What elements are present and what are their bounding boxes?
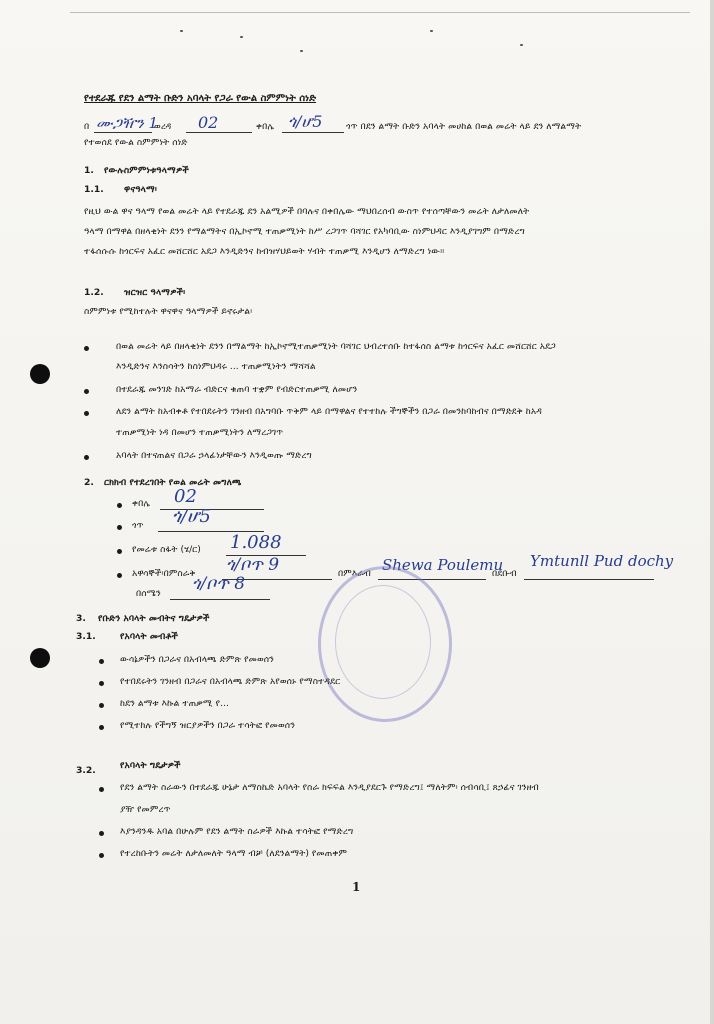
intro-text-part1: በ [84, 121, 90, 132]
right-item: የሚተከሉ የችግኝ ዝርያዎችን በጋራ ተሳትፎ የመወሰን [120, 720, 296, 731]
section-1-1-title: ዋናዓላማ፡ [124, 184, 157, 195]
field-label-got: ጎጥ [132, 520, 144, 531]
field-label-north: በሰሜን [136, 588, 161, 599]
detailed-goals-intro: ስምምነቱ የሚከተሉት ዋናዋና ዓላማዎች ይኖሩታል፡ [84, 306, 253, 317]
fill-line [186, 132, 252, 133]
section-3-2-number: 3.2. [76, 765, 96, 776]
handwritten-area-value: 1.088 [230, 532, 282, 553]
intro-text-part4: ጎጥ በደን ልማት ቡድን አባላት መሀከል በወል መሬት ላይ ደን ለማልማት [346, 121, 582, 132]
bullet-point [99, 681, 104, 686]
intro-text-line2: የተወሰደ የውል ስምምነት ሰነድ [84, 137, 188, 148]
section-1-number: 1. [84, 165, 94, 176]
right-item: የተበደሩትን ገንዘብ በጋራና በአብላጫ ድምጽ አየወሰኑ የማስተዳደር [120, 676, 341, 687]
handwritten-kebele: ጎ/ሆ5 [288, 112, 323, 131]
handwritten-got-value: ጎ/ሆ5 [172, 506, 211, 527]
main-goal-line: ተፋሰሱሱ ከጎርፍና አፈር መሸርሸር አደጋ እንዲድንና ከብዝሃህይወት ሃብት ተጠቃሚ እንዲሆን ለማድረግ ነው። [84, 246, 445, 257]
section-3-1-title: የአባላት መብቶች [120, 631, 178, 642]
section-1-1-number: 1.1. [84, 184, 104, 195]
scan-speck [520, 44, 523, 46]
intro-text-part3: ቀበሌ [256, 121, 275, 132]
goal-item: በተደራጁ መንገድ ከአማራ ብድርና ቁጠባ ተቋም የብድርተጠቃሚ ለመሆን [116, 384, 358, 395]
bullet-point [99, 853, 104, 858]
right-item: ውሳኔዎችን በጋራና በአብላጫ ድምጽ የመወሰን [120, 654, 274, 665]
bullet-point [84, 411, 89, 416]
bullet-point [99, 659, 104, 664]
intro-text-part2: ወረዳ [154, 121, 172, 132]
document-title: የተደራጁ የደን ልማት ቡድን አባላት የጋራ የውል ስምምነት ሰነድ [84, 93, 317, 104]
fill-line [94, 132, 152, 133]
field-label-south: በደቡብ [492, 568, 517, 579]
scan-speck [180, 30, 183, 32]
goal-item: አባላት በተናጠልና በጋራ ኃላፊነታቸውን እንዲወጡ ማድረግ [116, 450, 312, 461]
fill-line [524, 579, 654, 580]
goal-item: በወል መሬት ላይ በዘላቂነት ደንን በማልማት ከኢኮኖሚተጠቃሚነት ባሻገር ህብረተሰቡ ከተፋሰስ ልማቱ ከጎርፍና አፈር መሸርሸር አደጋ [116, 341, 556, 352]
page-edge-shadow [710, 0, 714, 1024]
fill-line [170, 599, 270, 600]
bullet-point [117, 549, 122, 554]
handwritten-kebele-value: 02 [174, 486, 197, 507]
goal-item: ለደን ልማት ከአብቀቶ የተበደሩትን ገንዘብ በአግባቡ ጥቅም ላይ በማዋልና የተተከሉ ችግኞችን በጋራ በመንከባከብና በማድደቅ ከአዳ [116, 406, 542, 417]
handwritten-woreda: 02 [198, 113, 219, 132]
page-number: 1 [352, 880, 361, 894]
section-2-title: ርክክብ የተደረገበት የወል መሬት መግለጫ [104, 477, 242, 488]
duty-item: እያንዳንዱ አባል በሁሉም የደን ልማት ስራዎች እኩል ተሳትፎ የማድረግ [120, 826, 354, 837]
field-label-area: የመሬቱ ስፋት (ሄ/ር) [132, 544, 201, 555]
bullet-point [99, 831, 104, 836]
punch-hole [30, 364, 50, 384]
top-border-line [70, 12, 690, 13]
handwritten-east-value: ጎ/ቦጥ 9 [226, 555, 280, 575]
section-2-number: 2. [84, 477, 94, 488]
scan-speck [430, 30, 433, 32]
section-1-2-number: 1.2. [84, 287, 104, 298]
field-label-west: በምእራብ [338, 568, 371, 579]
field-label-kebele: ቀበሌ [132, 498, 151, 509]
bullet-point [99, 787, 104, 792]
punch-hole [30, 648, 50, 668]
section-3-2-title: የአባላት ግዴታዎች [120, 760, 181, 771]
handwritten-west-value: Shewa Poulemu [382, 556, 504, 574]
section-3-1-number: 3.1. [76, 631, 96, 642]
duty-item: የደን ልማት ስራውን በተደራጁ ሁኔታ ለማስኬድ አባላት የስራ ክፍፍል እንዲያደርጉ የማድረግ፤ ማለትም፡ ሰብሳቢ፤ ጸኃፊና ገንዘብ [120, 782, 539, 793]
bullet-point [117, 503, 122, 508]
duty-item-cont: ያዥ የመምረጥ [120, 804, 171, 815]
bullet-point [84, 455, 89, 460]
section-1-2-title: ዝርዝር ዓላማዎች፡ [124, 287, 186, 298]
section-3-number: 3. [76, 613, 86, 624]
bullet-point [99, 725, 104, 730]
bullet-point [84, 389, 89, 394]
scan-speck [300, 50, 303, 52]
right-item: ከደን ልማቱ እኩል ተጠቃሚ የ... [120, 698, 229, 709]
section-3-title: የቡድን አባላት መብትና ግዴታዎች [98, 613, 210, 624]
bullet-point [117, 573, 122, 578]
handwritten-north-value: ጎ/ቦጥ 8 [192, 574, 246, 594]
main-goal-line: ዓላማ በማዋል በዘላቂነት ደንን የማልማትና በኢኮኖሚ ተጠቃሚነት ከሥ ረጋገጥ ባሻገር የአካባቢው ስነምህዳር እንዲያገግም በማድረግ [84, 226, 525, 237]
scan-speck [240, 36, 243, 38]
handwritten-name: ሙጋዥን 1 [96, 114, 159, 132]
official-stamp [318, 566, 452, 722]
bullet-point [99, 703, 104, 708]
duty-item: የተረከቡትን መሬት ለታለመለት ዓላማ ብቻ (ለደንልማት) የመጠቀም [120, 848, 348, 859]
main-goal-line: የዚህ ውል ዋና ዓላማ የወል መሬት ላይ የተደራጁ ደን አልሚዎች በባሉና በቀበሌው ማህበረሰብ ውስጥ የተሰጣቸውን መሬት ለታለመለት [84, 206, 530, 217]
fill-line [282, 132, 344, 133]
field-label-east: አዋሳኞች፡በምስራቅ [132, 568, 196, 579]
bullet-point [117, 525, 122, 530]
section-1-title: የውሉስምምነቱዓላማዎች [104, 165, 189, 176]
bullet-point [84, 346, 89, 351]
goal-item-cont: ተጠቃሚነት ነዳ በመሆን ተጠቃሚነትን ለማረጋገጥ [116, 427, 284, 438]
handwritten-south-value: Ymtunll Pud dochy [530, 552, 674, 570]
goal-item-cont: እንዲድንና እንስሳትን ከስነምህዳሩ ... ተጠቃሚነትን ማሻሻል [116, 361, 316, 372]
official-stamp-inner-ring [335, 585, 431, 699]
